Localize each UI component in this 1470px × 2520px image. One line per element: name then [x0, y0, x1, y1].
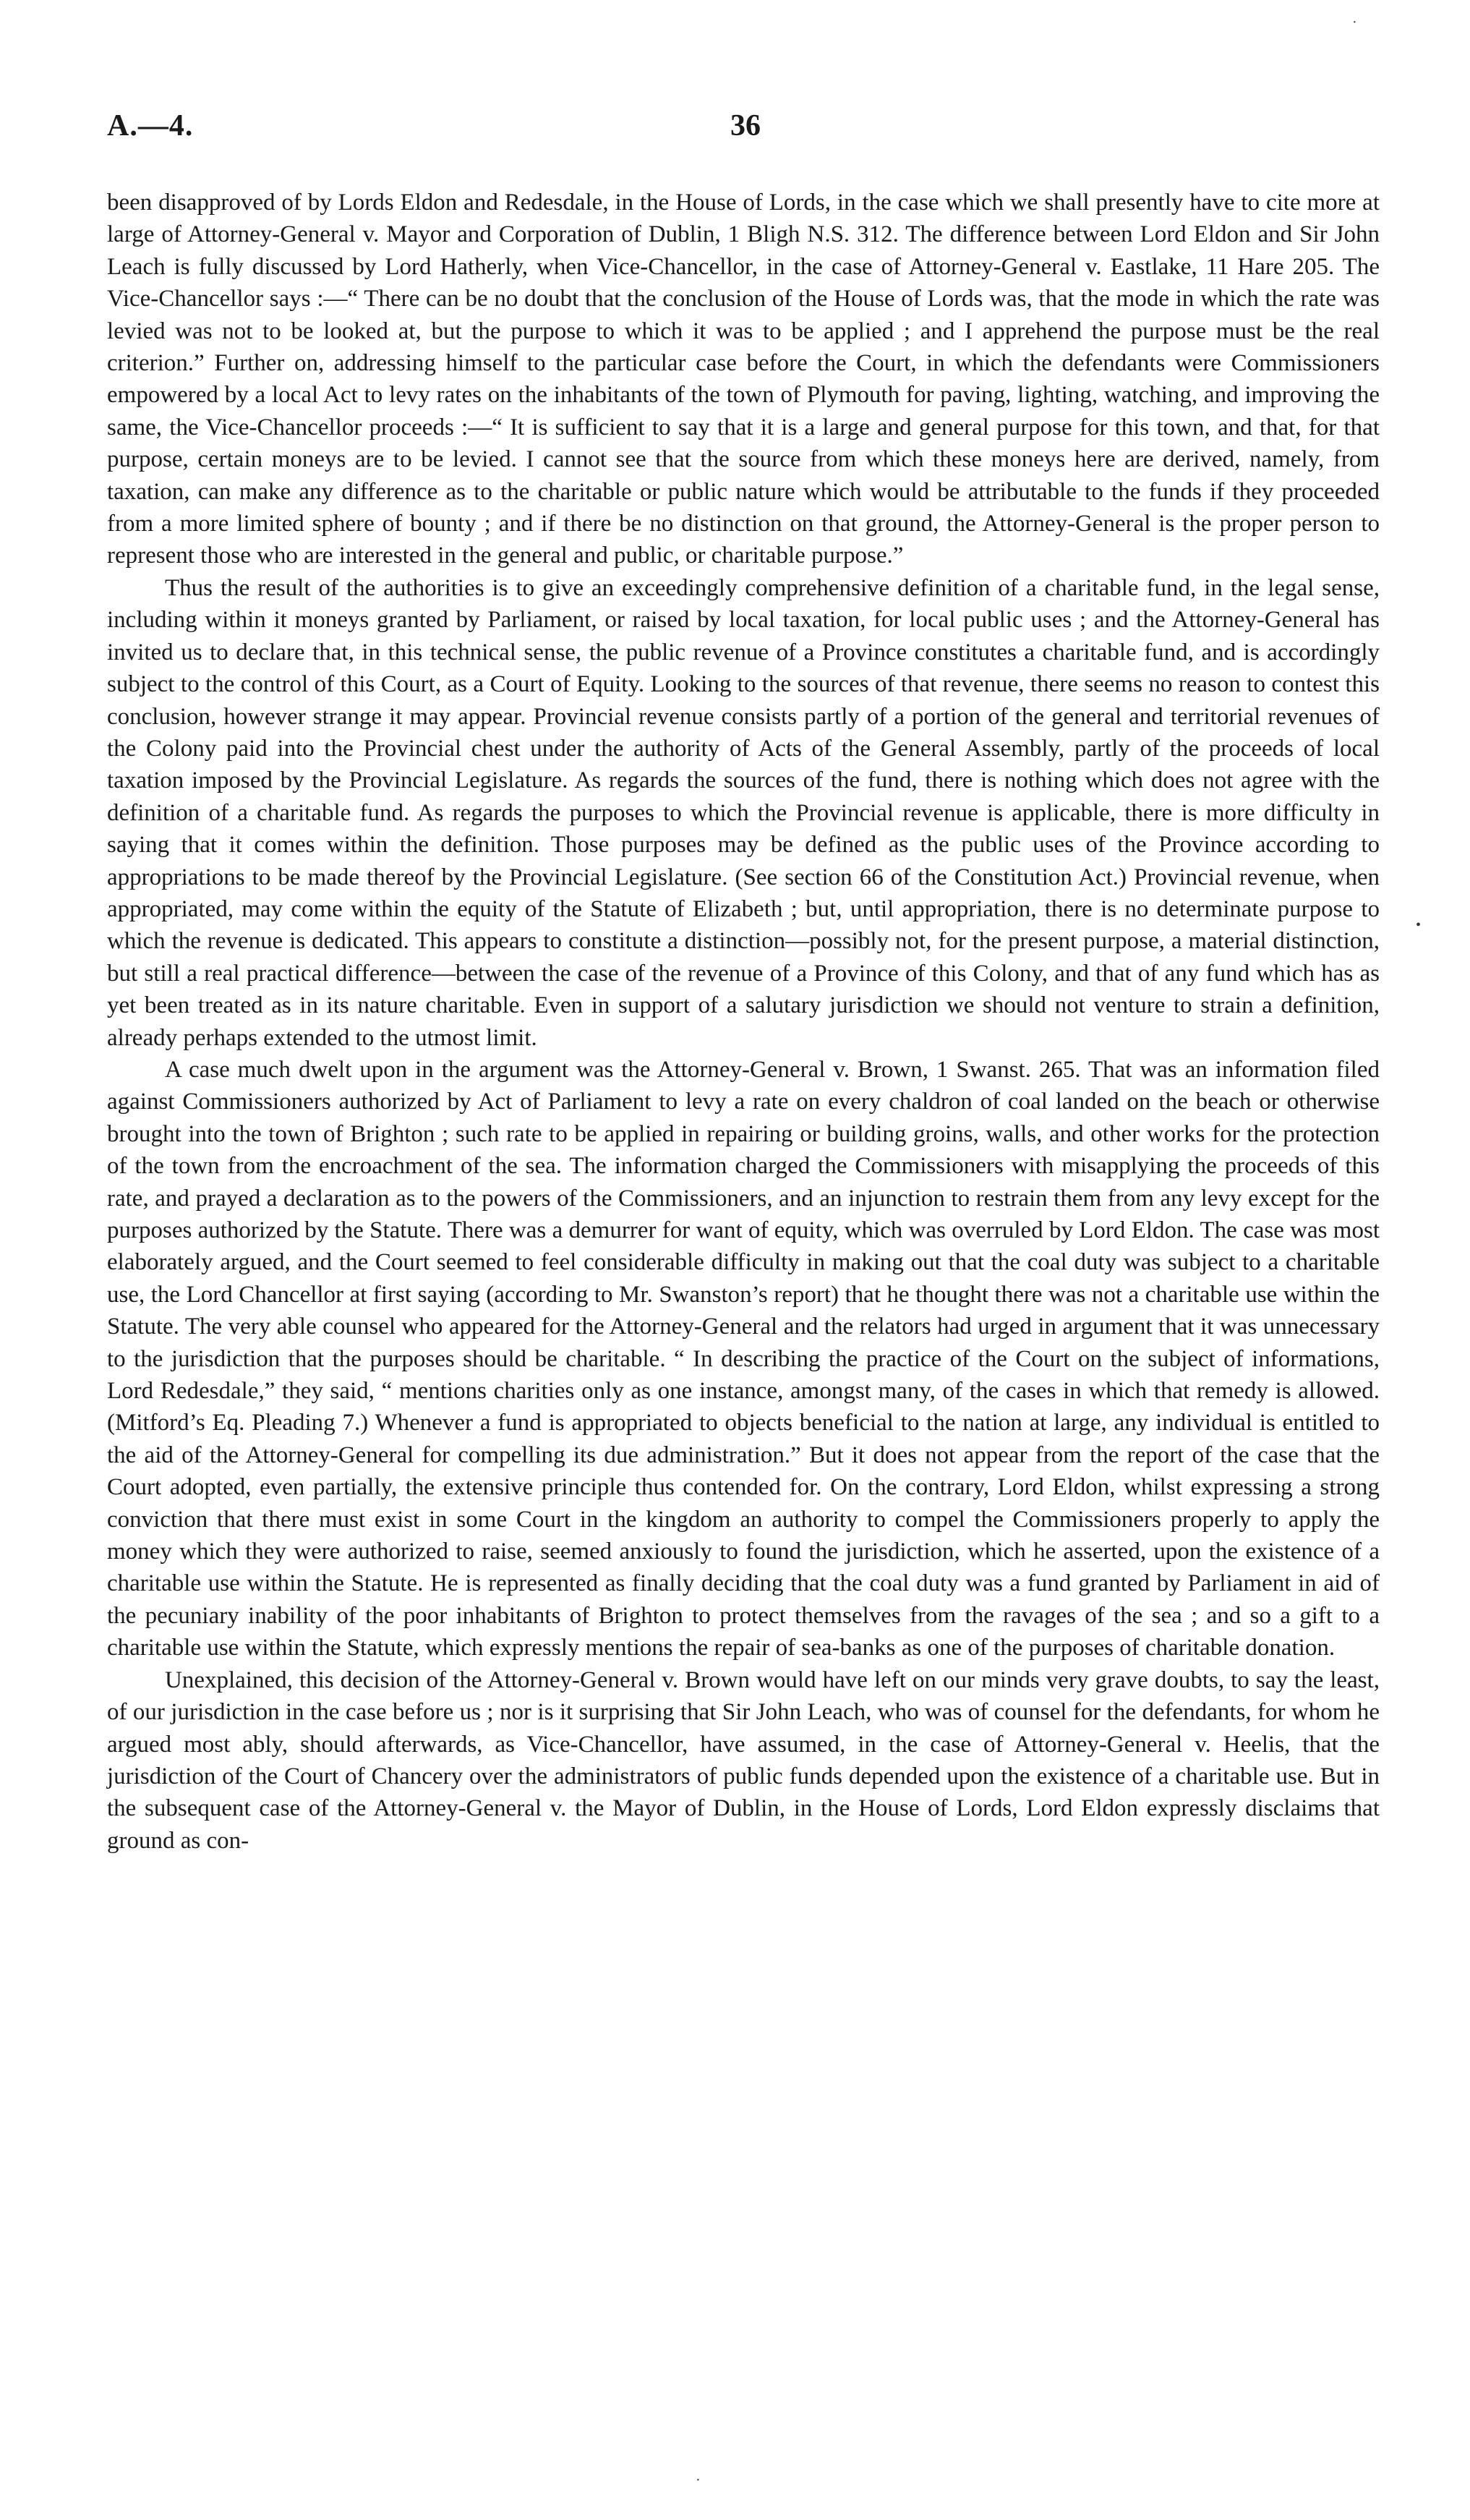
margin-dot-mark: · [696, 2472, 701, 2488]
body-text [107, 187, 1380, 1857]
page-header [107, 108, 1380, 152]
paragraph-unexplained: Unexplained, this decision of the Attorney-General v. Brown would have left on our minds very grave doubts, to say the least, of our jurisdiction in the case before us ; nor is it surprising that Sir John Leach, who was of counsel for the defendants, for whom he argued most ably, should afterwards, as Vice-Chancellor, have assumed, in the case of Attorney-General v. Heelis, that the jurisdiction of the Court of Chancery over the administrators of public funds depended upon the existence of a charitable use. But in the subsequent case of the Attorney-General v. the Mayor of Dublin, in the House of Lords, Lord Eldon expressly disclaims that ground as con- [107, 1666, 1380, 1854]
paragraph-continuation: been disapproved of by Lords Eldon and Redesdale, in the House of Lords, in the case which we shall presently have to cite more at large of Attorney-General v. Mayor and Corporation of Dublin, 1 Bligh N.S. 312. The difference between Lord Eldon and Sir John Leach is fully discussed by Lord Hatherly, when Vice-Chancellor, in the case of Attorney-General v. Eastlake, 11 Hare 205. The Vice-Chancellor says :—“ There can be no doubt that the conclusion of the House of Lords was, that the mode in which the rate was levied was not to be looked at, but the purpose to which it was to be applied ; and I apprehend the purpose must be the real criterion.” Further on, addressing himself to the particular case before the Court, in which the defendants were Commissioners empowered by a local Act to levy rates on the inhabitants of the town of Plymouth for paving, lighting, watching, and improving the same, the Vice-Chancellor proceeds :—“ It is sufficient to say that it is a large and general purpose for this town, and that, for that purpose, certain moneys are to be levied. I cannot see that the source from which these moneys here are derived, namely, from taxation, can make any difference as to the charitable or public nature which would be attributable to the funds if they proceeded from a more limited sphere of bounty ; and if there be no distinction on that ground, the Attorney-General is the proper person to represent those who are interested in the general and public, or charitable purpose.” [107, 190, 1380, 569]
document-reference: A.—4. [107, 109, 194, 142]
margin-dot-mark: · [1352, 14, 1357, 30]
page-number: 36 [730, 109, 761, 142]
paragraph-authorities: Thus the result of the authorities is to give an exceedingly comprehensive definition of a charitable fund, in the legal sense, including within it moneys granted by Parliament, or raised by local taxation, for local public uses ; and the Attorney-General has invited us to declare that, in this technical sense, the public revenue of a Province constitutes a charitable fund, and is accordingly subject to the control of this Court, as a Court of Equity. Looking to the sources of that revenue, there seems no reason to contest this conclusion, however strange it may appear. Provincial revenue consists partly of a portion of the general and territorial revenues of the Colony paid into the Provincial chest under the authority of Acts of the General Assembly, partly of the proceeds of local taxation imposed by the Provincial Legislature. As regards the sources of the fund, there is nothing which does not agree with the definition of a charitable fund. As regards the purposes to which the Provincial revenue is applicable, there is more difficulty in saying that it comes within the definition. Those purposes may be defined as the public uses of the Province according to appropriations to be made thereof by the Provincial Legislature. (See section 66 of the Constitution Act.) Provincial revenue, when appropriated, may come within the equity of the Statute of Elizabeth ; but, until appropriation, there is no determinate purpose to which the revenue is dedicated. This appears to constitute a distinction—possibly not, for the present purpose, a material distinction, but still a real practical difference—between the case of the revenue of a Province of this Colony, and that of any fund which has as yet been treated as in its nature charitable. Even in support of a salutary jurisdiction we should not venture to strain a definition, already perhaps extended to the utmost limit. [107, 574, 1380, 1051]
paragraph-brown-case: A case much dwelt upon in the argument was the Attorney-General v. Brown, 1 Swanst. 265. That was an information filed against Commissioners authorized by Act of Parliament to levy a rate on every chaldron of coal landed on the beach or otherwise brought into the town of Brighton ; such rate to be applied in repairing or building groins, walls, and other works for the protection of the town from the encroachment of the sea. The information charged the Commissioners with misapplying the proceeds of this rate, and prayed a declaration as to the powers of the Commissioners, and an injunction to restrain them from any levy except for the purposes authorized by the Statute. There was a demurrer for want of equity, which was overruled by Lord Eldon. The case was most elaborately argued, and the Court seemed to feel considerable difficulty in making out that the coal duty was subject to a charitable use, the Lord Chancellor at first saying (according to Mr. Swanston’s report) that he thought there was not a charitable use within the Statute. The very able counsel who appeared for the Attorney-General and the relators had urged in argument that it was unnecessary to the jurisdiction that the purposes should be charitable. “ In describing the practice of the Court on the subject of informations, Lord Redesdale,” they said, “ mentions charities only as one instance, amongst many, of the cases in which that remedy is allowed. (Mitford’s Eq. Pleading 7.) Whenever a fund is appropriated to objects beneficial to the nation at large, any individual is entitled to the aid of the Attorney-General for compelling its due administration.” But it does not appear from the report of the case that the Court adopted, even partially, the extensive principle thus contended for. On the contrary, Lord Eldon, whilst expressing a strong conviction that there must exist in some Court in the kingdom an authority to compel the Commissioners properly to apply the money which they were authorized to raise, seemed anxiously to found the jurisdiction, which he asserted, upon the existence of a charitable use within the Statute. He is represented as finally deciding that the coal duty was a fund granted by Parliament in aid of the pecuniary inability of the poor inhabitants of Brighton to protect themselves from the ravages of the sea ; and so a gift to a charitable use within the Statute, which expressly mentions the repair of sea-banks as one of the purposes of charitable donation. [107, 1056, 1380, 1661]
margin-dot-mark: • [1416, 917, 1422, 933]
